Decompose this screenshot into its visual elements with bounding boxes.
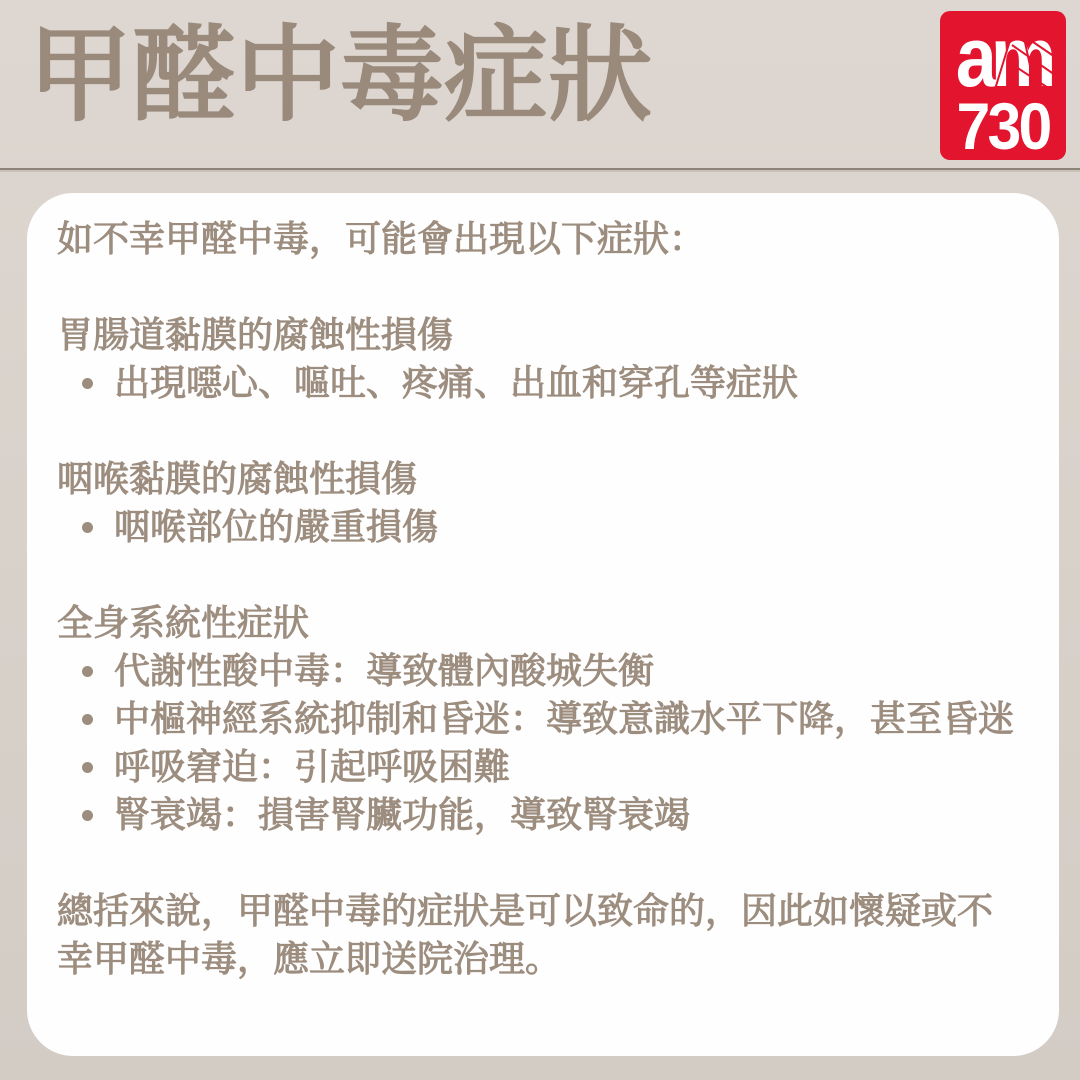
symptom-section xyxy=(57,311,1029,407)
am730-logo xyxy=(940,11,1066,160)
bullet-dot-icon xyxy=(82,522,93,533)
bullet-list xyxy=(57,503,1029,551)
bullet-text: 咽喉部位的嚴重損傷 xyxy=(114,506,439,547)
conclusion-text: 總括來說，甲醛中毒的症狀是可以致命的，因此如懷疑或不幸甲醛中毒，應立即送院治理。 xyxy=(57,890,994,979)
symptom-section xyxy=(57,455,1029,551)
bullet-text: 代謝性酸中毒：導致體內酸城失衡 xyxy=(114,650,655,691)
section-heading: 全身系統性症狀 xyxy=(57,602,310,643)
bullet-dot-icon xyxy=(82,378,93,389)
sections xyxy=(57,311,1029,839)
intro-text: 如不幸甲醛中毒，可能會出現以下症狀： xyxy=(57,218,706,259)
content-card xyxy=(27,193,1059,1056)
bullet-dot-icon xyxy=(82,666,93,677)
bullet-list xyxy=(57,359,1029,407)
bullet-item xyxy=(57,695,1029,743)
bullet-text: 出現噁心、嘔吐、疼痛、出血和穿孔等症狀 xyxy=(114,362,799,403)
bullet-item xyxy=(57,503,1029,551)
section-heading: 咽喉黏膜的腐蝕性損傷 xyxy=(57,458,418,499)
logo-text-730: 730 xyxy=(956,89,1050,160)
symptom-section xyxy=(57,599,1029,839)
page-title: 甲醛中毒症狀 xyxy=(28,18,653,134)
bullet-text: 腎衰竭：損害腎臟功能，導致腎衰竭 xyxy=(114,794,691,835)
bullet-item xyxy=(57,647,1029,695)
bullet-item xyxy=(57,359,1029,407)
header xyxy=(0,0,1080,168)
bullet-text: 呼吸窘迫：引起呼吸困難 xyxy=(114,746,511,787)
divider-highlight-line xyxy=(0,170,1080,172)
bullet-text: 中樞神經系統抑制和昏迷：導致意識水平下降，甚至昏迷 xyxy=(114,698,1015,739)
logo-text-am: am xyxy=(955,11,1051,104)
header-divider xyxy=(0,168,1080,172)
section-heading: 胃腸道黏膜的腐蝕性損傷 xyxy=(57,314,454,355)
bullet-dot-icon xyxy=(82,714,93,725)
bullet-dot-icon xyxy=(82,810,93,821)
bullet-dot-icon xyxy=(82,762,93,773)
bullet-item xyxy=(57,791,1029,839)
bullet-item xyxy=(57,743,1029,791)
bullet-list xyxy=(57,647,1029,839)
